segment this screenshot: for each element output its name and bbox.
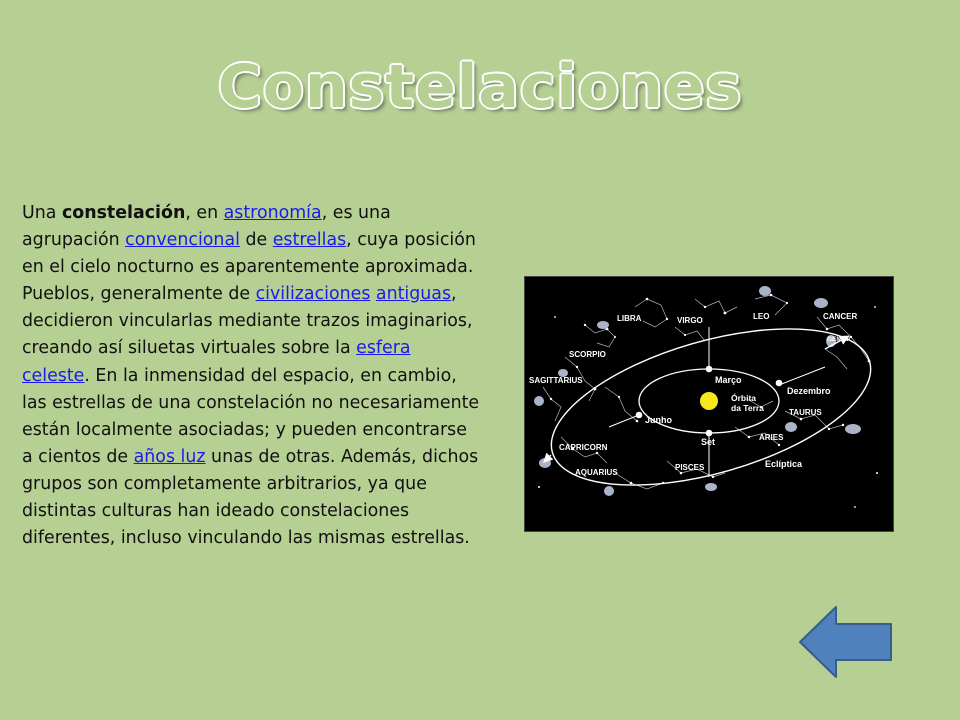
link-anos-luz[interactable]: años luz	[133, 446, 206, 467]
text-run: , decidieron vincularlas mediante trazos imaginarios, creando así siluetas virtuales sobre la	[22, 284, 473, 359]
label-aquarius: AQUARIUS	[575, 468, 618, 477]
text-run: , en	[185, 203, 224, 223]
back-button[interactable]	[798, 604, 894, 680]
label-virgo: VIRGO	[677, 316, 703, 325]
link-antiguas[interactable]: antiguas	[375, 284, 452, 305]
link-astronomia[interactable]: astronomía	[223, 203, 322, 223]
link-civilizaciones[interactable]: civilizaciones	[255, 284, 371, 305]
label-aries: ARIES	[759, 433, 784, 442]
label-set: Set	[701, 437, 716, 447]
label-capricorn: CAPRICORN	[559, 443, 608, 452]
text-run: Una	[22, 203, 62, 223]
label-junho: Junho	[645, 415, 672, 425]
sun-icon	[700, 392, 718, 410]
bold-term-constelacion: constelación	[61, 203, 186, 223]
text-run: , es una agrupación	[22, 203, 391, 251]
label-leo: LEO	[753, 312, 770, 321]
label-ecliptica: Eclíptica	[765, 459, 803, 469]
text-run: , cuya posición en el cielo nocturno es aparentemente aproximada. Pueblos, generalmente de	[22, 230, 476, 305]
link-estrellas[interactable]: estrellas	[272, 230, 347, 251]
left-arrow-icon	[800, 607, 891, 677]
label-taurus: TAURUS	[789, 408, 822, 417]
body-paragraph	[22, 200, 480, 552]
label-scorpio: SCORPIO	[569, 350, 606, 359]
text-run: . En la inmensidad del espacio, en cambio, las estrellas de una constelación no necesariamente están localmente asociadas; y pueden encontrarse a cientos de	[22, 365, 480, 467]
text-run: unas de otras. Además, dichos grupos son completamente arbitrarios, ya que distintas culturas han ideado constelaciones diferentes, incluso vinculando las mismas estrellas.	[22, 446, 479, 549]
link-esfera-celeste[interactable]: esfera celeste	[22, 338, 411, 386]
text-run: de	[239, 230, 273, 251]
label-marco: Março	[715, 375, 742, 385]
label-gemini: GEMINI	[827, 336, 851, 343]
label-pisces: PISCES	[675, 463, 705, 472]
label-cancer: CANCER	[823, 312, 858, 321]
label-libra: LIBRA	[617, 314, 642, 323]
zodiac-constellation-map	[524, 276, 894, 532]
label-sagittarius: SAGITTARIUS	[529, 376, 583, 385]
link-convencional[interactable]: convencional	[125, 230, 240, 251]
label-da-terra: da Terra	[731, 403, 764, 413]
label-dezembro: Dezembro	[787, 386, 831, 396]
label-orbita: Órbita	[731, 393, 757, 403]
slide-title: Constelaciones	[217, 52, 743, 122]
